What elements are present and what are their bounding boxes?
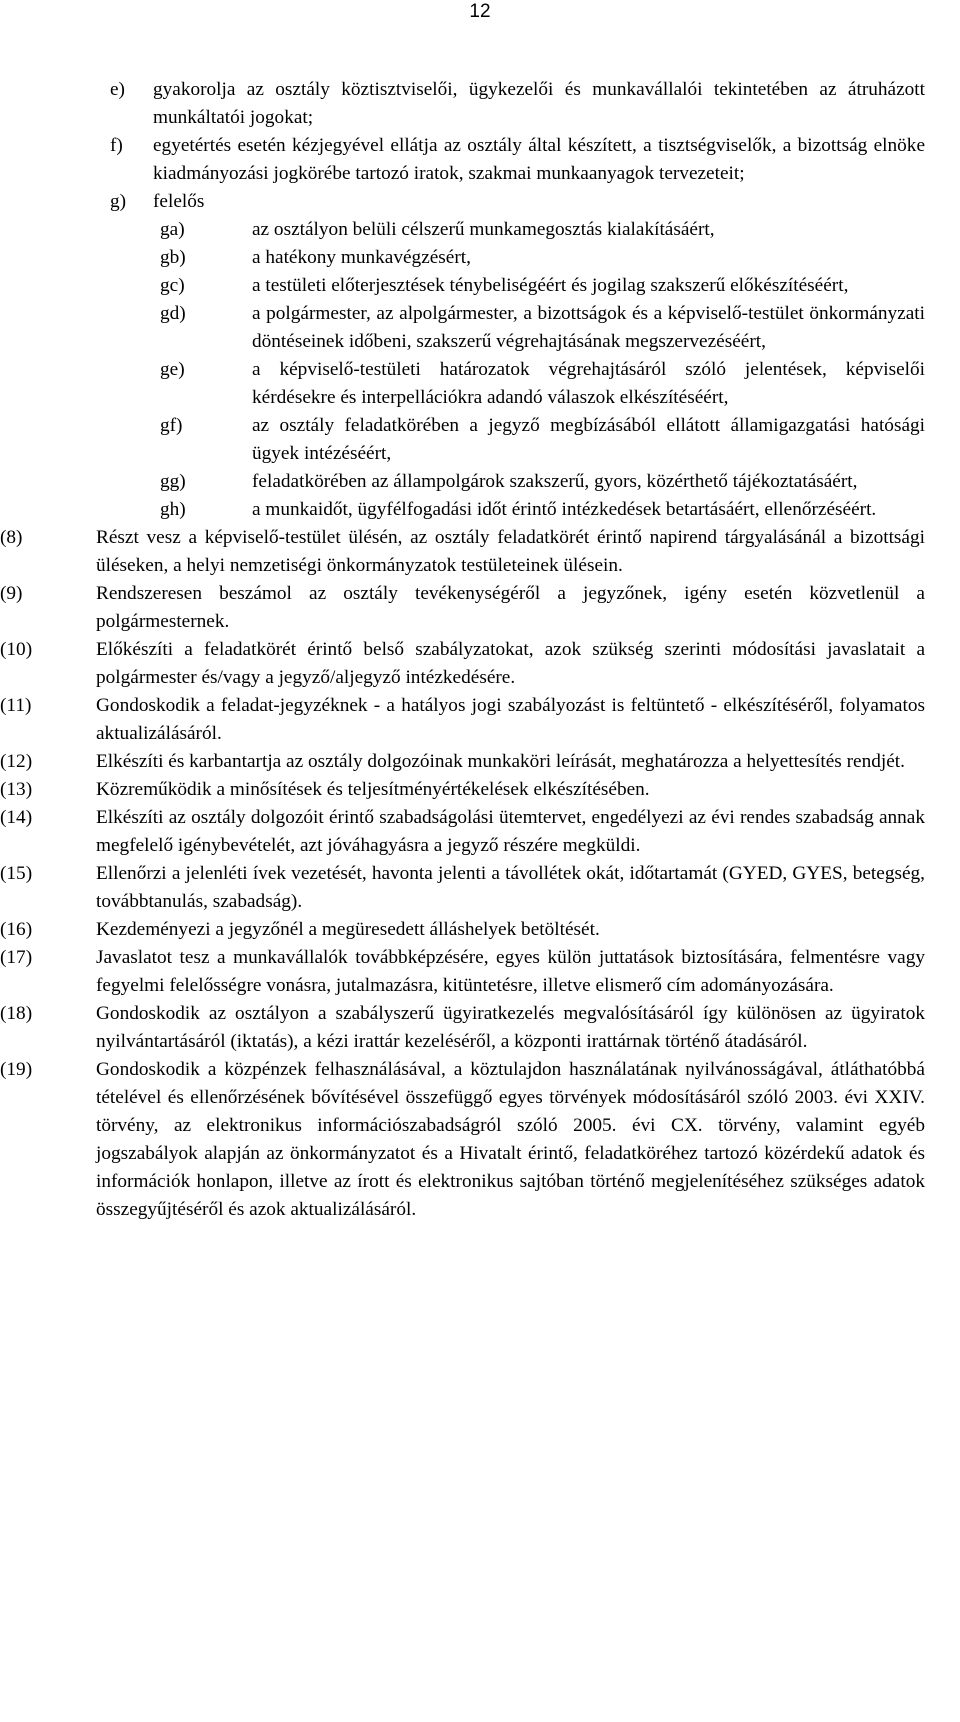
item-label: (10) <box>0 639 33 660</box>
paragraph <box>0 776 960 804</box>
sub-list-item <box>0 272 960 300</box>
item-label: e) <box>110 79 125 100</box>
paragraph <box>0 636 960 692</box>
item-label: (15) <box>0 863 33 884</box>
item-text: gyakorolja az osztály köztisztviselői, ügykezelői és munkavállalói tekintetében az átruházott munkáltatói jogokat; <box>153 79 925 128</box>
item-label: (19) <box>0 1059 33 1080</box>
list-item <box>0 132 960 188</box>
sub-list-item <box>0 300 960 356</box>
item-text: a képviselő-testületi határozatok végrehajtásáról szóló jelentések, képviselői kérdésekre és interpellációkra adandó válaszok elkészítéséért, <box>252 359 925 408</box>
item-label: gd) <box>160 303 186 324</box>
item-label: (17) <box>0 947 33 968</box>
item-text: Részt vesz a képviselő-testület ülésén, az osztály feladatkörét érintő napirend tárgyalásánál a bizottsági üléseken, a helyi nemzetiségi önkormányzatok testületeinek ülésein. <box>96 527 925 576</box>
document-body <box>0 76 960 1224</box>
list-item <box>0 76 960 132</box>
item-label: ge) <box>160 359 185 380</box>
item-text: a hatékony munkavégzésért, <box>252 247 471 268</box>
item-text: Javaslatot tesz a munkavállalók továbbképzésére, egyes külön juttatások biztosítására, felmentésre vagy fegyelmi felelősségre vonásra, jutalmazásra, kitüntetésre, illetve elismerő cím adományozására. <box>96 947 925 996</box>
item-text: Elkészíti és karbantartja az osztály dolgozóinak munkaköri leírását, meghatározza a helyettesítés rendjét. <box>96 751 905 772</box>
item-text: Gondoskodik a közpénzek felhasználásával, a köztulajdon használatának nyilvánosságával, átláthatóbbá tételével és ellenőrzésének bővítésével összefüggő egyes törvények módosításáról szóló 2003. évi XXIV. törvény, az elektronikus információszabadságról szóló 2005. évi CX. törvény, valamint egyéb jogszabályok alapján az önkormányzatot és a Hivatalt érintő, feladatköréhez tartozó közérdekű adatok és információk honlapon, illetve az írott és elektronikus sajtóban történő megjelenítéséhez szükséges adatok összegyűjtéséről és azok aktualizálásáról. <box>96 1059 925 1220</box>
page-number: 12 <box>469 1 491 22</box>
item-text: egyetértés esetén kézjegyével ellátja az osztály által készített, a tisztségviselők, a bizottság elnöke kiadmányozási jogkörébe tartozó iratok, szakmai munkaanyagok tervezeteit; <box>153 135 925 184</box>
item-label: (11) <box>0 695 32 716</box>
paragraph <box>0 524 960 580</box>
item-label: gc) <box>160 275 185 296</box>
paragraph <box>0 804 960 860</box>
paragraph <box>0 916 960 944</box>
item-text: Előkészíti a feladatkörét érintő belső szabályzatokat, azok szükség szerinti módosítási javaslatait a polgármester és/vagy a jegyző/aljegyző intézkedésére. <box>96 639 925 688</box>
item-label: gh) <box>160 499 186 520</box>
item-text: a polgármester, az alpolgármester, a bizottságok és a képviselő-testület önkormányzati döntéseinek időbeni, szakszerű végrehajtásának megszervezéséért, <box>252 303 925 352</box>
paragraph <box>0 748 960 776</box>
paragraph <box>0 580 960 636</box>
item-label: (12) <box>0 751 33 772</box>
item-label: f) <box>110 135 123 156</box>
item-label: gb) <box>160 247 186 268</box>
sub-list-item <box>0 496 960 524</box>
item-label: (18) <box>0 1003 33 1024</box>
item-label: (16) <box>0 919 33 940</box>
item-label: (8) <box>0 527 23 548</box>
paragraph <box>0 944 960 1000</box>
item-label: (14) <box>0 807 33 828</box>
sub-list-item <box>0 468 960 496</box>
item-label: (9) <box>0 583 23 604</box>
item-text: az osztály feladatkörében a jegyző megbízásából ellátott államigazgatási hatósági ügyek intézéséért, <box>252 415 925 464</box>
item-text: Elkészíti az osztály dolgozóit érintő szabadságolási ütemtervet, engedélyezi az évi rendes szabadság annak megfelelő igénybevételét, azt jóváhagyásra a jegyző részére megküldi. <box>96 807 925 856</box>
item-label: (13) <box>0 779 33 800</box>
item-label: g) <box>110 191 127 212</box>
sub-list-item <box>0 216 960 244</box>
list-item <box>0 188 960 216</box>
item-text: a testületi előterjesztések ténybeliségéért és jogilag szakszerű előkészítéséért, <box>252 275 849 296</box>
item-label: ga) <box>160 219 185 240</box>
item-label: gf) <box>160 415 183 436</box>
item-text: feladatkörében az állampolgárok szakszerű, gyors, közérthető tájékoztatásáért, <box>252 471 858 492</box>
item-text: felelős <box>153 191 205 212</box>
item-text: Rendszeresen beszámol az osztály tevékenységéről a jegyzőnek, igény esetén közvetlenül a polgármesternek. <box>96 583 925 632</box>
item-text: az osztályon belüli célszerű munkamegosztás kialakításáért, <box>252 219 715 240</box>
paragraph <box>0 860 960 916</box>
sub-list-item <box>0 356 960 412</box>
paragraph <box>0 1000 960 1056</box>
item-text: a munkaidőt, ügyfélfogadási időt érintő intézkedések betartásáért, ellenőrzéséért. <box>252 499 877 520</box>
sub-list-item <box>0 412 960 468</box>
item-text: Ellenőrzi a jelenléti ívek vezetését, havonta jelenti a távollétek okát, időtartamát (GYED, GYES, betegség, továbbtanulás, szabadság). <box>96 863 925 912</box>
item-text: Közreműködik a minősítések és teljesítményértékelések elkészítésében. <box>96 779 650 800</box>
item-label: gg) <box>160 471 186 492</box>
item-text: Kezdeményezi a jegyzőnél a megüresedett álláshelyek betöltését. <box>96 919 600 940</box>
item-text: Gondoskodik az osztályon a szabályszerű ügyiratkezelés megvalósításáról így különösen az ügyiratok nyilvántartásáról (iktatás), a kézi irattár kezeléséről, a központi irattárnak történő átadásáról. <box>96 1003 925 1052</box>
paragraph <box>0 1056 960 1224</box>
paragraph <box>0 692 960 748</box>
item-text: Gondoskodik a feladat-jegyzéknek - a hatályos jogi szabályozást is feltüntető - elkészítéséről, folyamatos aktualizálásáról. <box>96 695 925 744</box>
sub-list-item <box>0 244 960 272</box>
